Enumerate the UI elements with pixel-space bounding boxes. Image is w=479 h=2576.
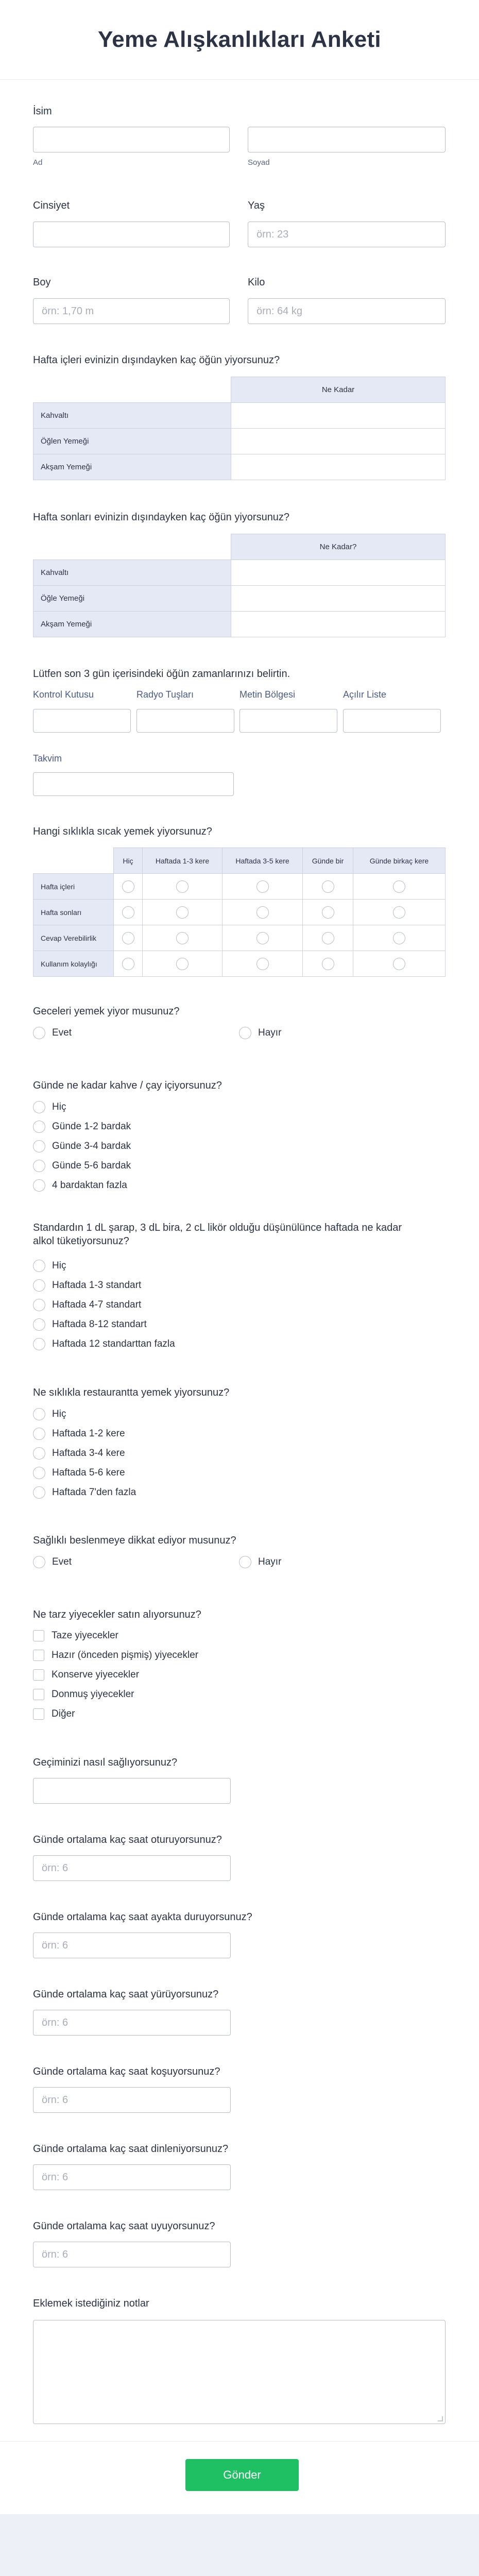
first-name-input[interactable] bbox=[33, 127, 230, 152]
weekday-lunch-cell[interactable] bbox=[231, 429, 446, 454]
restaurant-option[interactable] bbox=[33, 1447, 125, 1460]
radio-circle bbox=[33, 1160, 45, 1172]
matrix-radio[interactable] bbox=[322, 932, 334, 944]
option-label: Hiç bbox=[52, 1101, 66, 1112]
hot-meal-row-label: Cevap Verebilirlik bbox=[33, 925, 114, 951]
resting-input[interactable]: örn: 6 bbox=[33, 2164, 231, 2190]
first-name-sublabel: Ad bbox=[33, 158, 43, 167]
weekend-dinner-cell[interactable] bbox=[231, 612, 446, 637]
radio-circle bbox=[33, 1299, 45, 1311]
weekday-row-label: Öğlen Yemeği bbox=[33, 429, 231, 454]
option-label: 4 bardaktan fazla bbox=[52, 1180, 127, 1191]
weight-label: Kilo bbox=[248, 277, 265, 288]
meal-times-radio-input[interactable] bbox=[136, 709, 234, 733]
radio-circle bbox=[33, 1121, 45, 1133]
form-title: Yeme Alışkanlıkları Anketi bbox=[98, 27, 381, 52]
weekend-row-label: Öğle Yemeği bbox=[33, 586, 231, 612]
option-label: Diğer bbox=[52, 1708, 75, 1719]
matrix-radio[interactable] bbox=[256, 880, 269, 893]
sleeping-label: Günde ortalama kaç saat uyuyorsunuz? bbox=[33, 2221, 215, 2232]
coffee-option[interactable] bbox=[33, 1140, 131, 1153]
weekday-row-label: Kahvaltı bbox=[33, 403, 231, 429]
meal-times-calendar-input[interactable] bbox=[33, 772, 234, 796]
matrix-radio[interactable] bbox=[176, 932, 189, 944]
notes-textarea[interactable] bbox=[33, 2320, 446, 2424]
weekday-matrix-column: Ne Kadar bbox=[231, 377, 446, 403]
weekday-row-label: Akşam Yemeği bbox=[33, 454, 231, 480]
coffee-option[interactable] bbox=[33, 1121, 131, 1133]
checkbox bbox=[33, 1650, 44, 1661]
weekday-breakfast-cell[interactable] bbox=[231, 403, 446, 429]
option-label: Evet bbox=[52, 1556, 72, 1567]
hot-meal-column: Haftada 1-3 kere bbox=[143, 848, 223, 874]
matrix-radio[interactable] bbox=[256, 906, 269, 919]
coffee-option[interactable] bbox=[33, 1160, 131, 1172]
night-eating-label: Geceleri yemek yiyor musunuz? bbox=[33, 1006, 180, 1017]
radio-circle bbox=[33, 1027, 45, 1039]
weekday-matrix bbox=[33, 377, 446, 480]
weekday-matrix-label: Hafta içleri evinizin dışındayken kaç öğün yiyorsunuz? bbox=[33, 354, 280, 366]
hot-meal-row-label: Hafta sonları bbox=[33, 900, 114, 925]
meal-times-col-checkbox: Kontrol Kutusu bbox=[33, 689, 94, 700]
alcohol-option[interactable] bbox=[33, 1299, 141, 1311]
checkbox bbox=[33, 1689, 44, 1700]
meal-times-checkbox-input[interactable] bbox=[33, 709, 131, 733]
matrix-radio[interactable] bbox=[256, 958, 269, 970]
option-label: Hayır bbox=[258, 1556, 282, 1567]
food-types-label: Ne tarz yiyecekler satın alıyorsunuz? bbox=[33, 1609, 201, 1620]
weekend-matrix-column: Ne Kadar? bbox=[231, 534, 446, 560]
last-name-sublabel: Soyad bbox=[248, 158, 270, 167]
hot-meal-column: Haftada 3-5 kere bbox=[223, 848, 303, 874]
name-label: İsim bbox=[33, 106, 52, 117]
sitting-label: Günde ortalama kaç saat oturuyorsunuz? bbox=[33, 1834, 222, 1845]
checkbox bbox=[33, 1669, 44, 1681]
livelihood-input[interactable] bbox=[33, 1778, 231, 1804]
walking-input[interactable]: örn: 6 bbox=[33, 2010, 231, 2036]
matrix-radio[interactable] bbox=[122, 932, 134, 944]
option-label: Haftada 5-6 kere bbox=[52, 1467, 125, 1478]
alcohol-option[interactable] bbox=[33, 1260, 66, 1272]
radio-circle bbox=[33, 1260, 45, 1272]
restaurant-option[interactable] bbox=[33, 1486, 136, 1499]
radio-circle bbox=[33, 1318, 45, 1331]
running-label: Günde ortalama kaç saat koşuyorsunuz? bbox=[33, 2066, 220, 2077]
matrix-radio[interactable] bbox=[322, 906, 334, 919]
radio-circle bbox=[33, 1447, 45, 1460]
restaurant-option[interactable] bbox=[33, 1467, 125, 1479]
alcohol-label-line2: alkol tüketiyorsunuz? bbox=[33, 1235, 129, 1247]
matrix-radio[interactable] bbox=[176, 880, 189, 893]
matrix-radio[interactable] bbox=[393, 958, 405, 970]
form-header bbox=[0, 0, 479, 80]
option-label: Haftada 1-3 standart bbox=[52, 1280, 142, 1291]
matrix-radio[interactable] bbox=[393, 932, 405, 944]
hot-meal-column: Hiç bbox=[114, 848, 143, 874]
food-types-option[interactable] bbox=[33, 1689, 134, 1700]
radio-circle bbox=[33, 1428, 45, 1440]
meal-times-dropdown-input[interactable] bbox=[343, 709, 441, 733]
hot-meal-column: Günde birkaç kere bbox=[353, 848, 446, 874]
restaurant-label: Ne sıklıkla restaurantta yemek yiyorsunuz? bbox=[33, 1387, 230, 1398]
standing-label: Günde ortalama kaç saat ayakta duruyorsunuz? bbox=[33, 1911, 252, 1923]
weekend-row-label: Akşam Yemeği bbox=[33, 612, 231, 637]
food-types-option[interactable] bbox=[33, 1708, 75, 1720]
height-label: Boy bbox=[33, 277, 51, 288]
alcohol-option[interactable] bbox=[33, 1279, 141, 1292]
alcohol-option[interactable] bbox=[33, 1318, 147, 1331]
age-label: Yaş bbox=[248, 200, 265, 211]
meal-times-text-input[interactable] bbox=[239, 709, 337, 733]
food-types-option[interactable] bbox=[33, 1630, 118, 1641]
age-input[interactable]: örn: 23 bbox=[248, 222, 446, 247]
radio-circle bbox=[239, 1556, 251, 1568]
restaurant-option[interactable] bbox=[33, 1408, 66, 1420]
option-label: Günde 5-6 bardak bbox=[52, 1160, 131, 1171]
sleeping-input[interactable]: örn: 6 bbox=[33, 2242, 231, 2267]
option-label: Hiç bbox=[52, 1260, 66, 1271]
gender-label: Cinsiyet bbox=[33, 200, 70, 211]
food-types-option[interactable] bbox=[33, 1669, 139, 1681]
option-label: Haftada 8-12 standart bbox=[52, 1319, 147, 1330]
weekend-matrix-label: Hafta sonları evinizin dışındayken kaç öğün yiyorsunuz? bbox=[33, 512, 290, 523]
option-label: Haftada 1-2 kere bbox=[52, 1428, 125, 1439]
matrix-radio[interactable] bbox=[176, 958, 189, 970]
matrix-radio[interactable] bbox=[176, 906, 189, 919]
radio-circle bbox=[33, 1556, 45, 1568]
matrix-radio[interactable] bbox=[393, 880, 405, 893]
hot-meal-column: Günde bir bbox=[303, 848, 353, 874]
resting-label: Günde ortalama kaç saat dinleniyorsunuz? bbox=[33, 2143, 229, 2155]
night-eating-option[interactable] bbox=[239, 1027, 281, 1039]
last-name-input[interactable] bbox=[248, 127, 446, 152]
matrix-radio[interactable] bbox=[256, 932, 269, 944]
walking-label: Günde ortalama kaç saat yürüyorsunuz? bbox=[33, 1989, 219, 2000]
height-input[interactable]: örn: 1,70 m bbox=[33, 298, 230, 324]
option-label: Haftada 12 standarttan fazla bbox=[52, 1338, 175, 1349]
option-label: Haftada 3-4 kere bbox=[52, 1448, 125, 1459]
checkbox bbox=[33, 1708, 44, 1720]
checkbox bbox=[33, 1630, 44, 1641]
matrix-radio[interactable] bbox=[322, 880, 334, 893]
livelihood-label: Geçiminizi nasıl sağlıyorsunuz? bbox=[33, 1757, 178, 1768]
option-label: Konserve yiyecekler bbox=[52, 1669, 140, 1680]
coffee-option[interactable] bbox=[33, 1179, 127, 1192]
radio-circle bbox=[33, 1101, 45, 1113]
option-label: Hayır bbox=[258, 1027, 282, 1038]
matrix-radio[interactable] bbox=[122, 880, 134, 893]
gender-input[interactable] bbox=[33, 222, 230, 247]
radio-circle bbox=[239, 1027, 251, 1039]
resize-handle-icon[interactable] bbox=[438, 2416, 443, 2421]
sitting-input[interactable]: örn: 6 bbox=[33, 1855, 231, 1881]
coffee-option[interactable] bbox=[33, 1101, 66, 1113]
restaurant-option[interactable] bbox=[33, 1428, 125, 1440]
alcohol-option[interactable] bbox=[33, 1338, 175, 1350]
radio-circle bbox=[33, 1179, 45, 1192]
radio-circle bbox=[33, 1279, 45, 1292]
hot-meal-row-label: Kullanım kolaylığı bbox=[33, 951, 114, 977]
meal-times-col-radio: Radyo Tuşları bbox=[136, 689, 194, 700]
notes-label: Eklemek istediğiniz notlar bbox=[33, 2298, 149, 2309]
healthy-option[interactable] bbox=[33, 1556, 72, 1568]
radio-circle bbox=[33, 1486, 45, 1499]
meal-times-col-dropdown: Açılır Liste bbox=[343, 689, 387, 700]
standing-input[interactable]: örn: 6 bbox=[33, 1933, 231, 1958]
weekend-lunch-cell[interactable] bbox=[231, 586, 446, 612]
option-label: Hazır (önceden pişmiş) yiyecekler bbox=[52, 1650, 199, 1660]
matrix-radio[interactable] bbox=[122, 958, 134, 970]
option-label: Hiç bbox=[52, 1409, 66, 1419]
option-label: Günde 1-2 bardak bbox=[52, 1121, 131, 1132]
footer-divider bbox=[0, 2441, 479, 2442]
option-label: Donmuş yiyecekler bbox=[52, 1689, 134, 1700]
option-label: Taze yiyecekler bbox=[52, 1630, 118, 1641]
radio-circle bbox=[33, 1338, 45, 1350]
option-label: Günde 3-4 bardak bbox=[52, 1141, 131, 1151]
radio-circle bbox=[33, 1140, 45, 1153]
radio-circle bbox=[33, 1467, 45, 1479]
hot-meal-matrix bbox=[33, 848, 446, 977]
submit-button[interactable]: Gönder bbox=[185, 2459, 299, 2491]
option-label: Haftada 4-7 standart bbox=[52, 1299, 142, 1310]
option-label: Evet bbox=[52, 1027, 72, 1038]
hot-meal-matrix-label: Hangi sıklıkla sıcak yemek yiyorsunuz? bbox=[33, 826, 212, 837]
meal-times-calendar-label: Takvim bbox=[33, 753, 62, 764]
alcohol-label-line1: Standardın 1 dL şarap, 3 dL bira, 2 cL likör olduğu düşünülünce haftada ne kadar bbox=[33, 1222, 402, 1233]
matrix-radio[interactable] bbox=[122, 906, 134, 919]
healthy-label: Sağlıklı beslenmeye dikkat ediyor musunuz? bbox=[33, 1535, 236, 1546]
radio-circle bbox=[33, 1408, 45, 1420]
healthy-option[interactable] bbox=[239, 1556, 281, 1568]
matrix-radio[interactable] bbox=[393, 906, 405, 919]
weekend-breakfast-cell[interactable] bbox=[231, 560, 446, 586]
coffee-label: Günde ne kadar kahve / çay içiyorsunuz? bbox=[33, 1080, 222, 1091]
weekday-dinner-cell[interactable] bbox=[231, 454, 446, 480]
meal-times-label: Lütfen son 3 gün içerisindeki öğün zamanlarınızı belirtin. bbox=[33, 668, 290, 680]
food-types-option[interactable] bbox=[33, 1650, 198, 1661]
weekend-matrix bbox=[33, 534, 446, 637]
weight-input[interactable]: örn: 64 kg bbox=[248, 298, 446, 324]
night-eating-option[interactable] bbox=[33, 1027, 72, 1039]
meal-times-col-text: Metin Bölgesi bbox=[239, 689, 296, 700]
hot-meal-row-label: Hafta içleri bbox=[33, 874, 114, 900]
option-label: Haftada 7'den fazla bbox=[52, 1487, 136, 1498]
running-input[interactable]: örn: 6 bbox=[33, 2087, 231, 2113]
matrix-radio[interactable] bbox=[322, 958, 334, 970]
weekend-row-label: Kahvaltı bbox=[33, 560, 231, 586]
